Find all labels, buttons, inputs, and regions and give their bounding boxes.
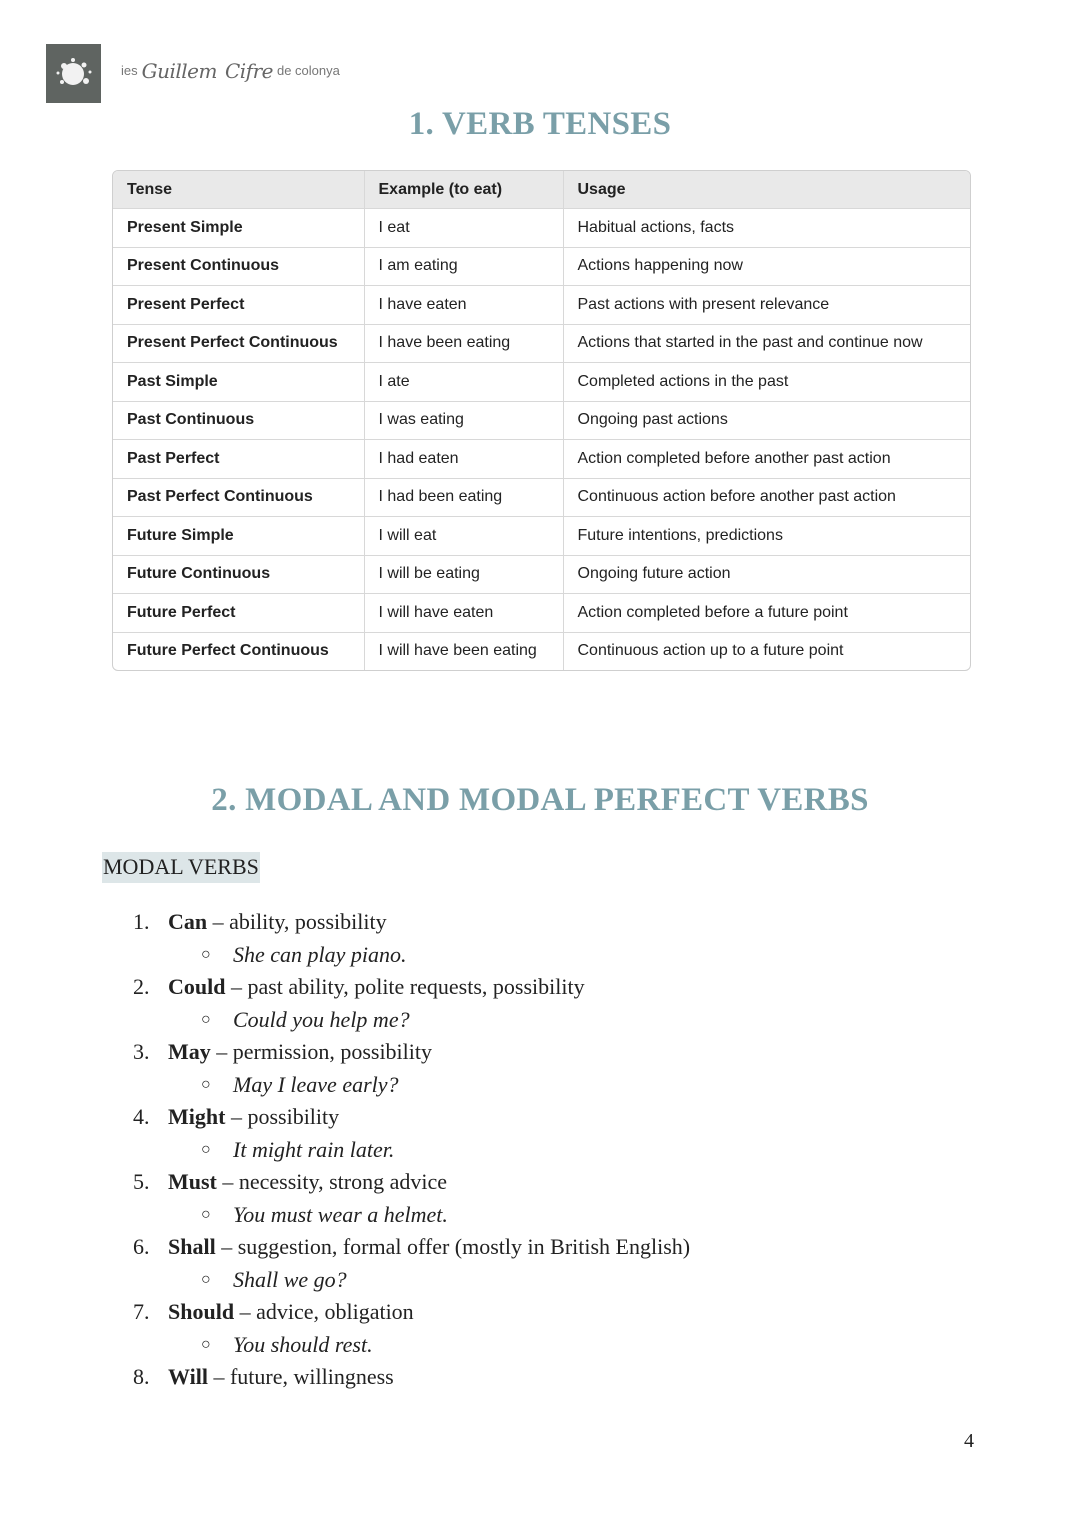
- circle-bullet-icon: ○: [201, 1335, 211, 1353]
- list-text: [168, 906, 387, 939]
- list-item: [133, 1166, 690, 1199]
- example-sentence-item: [133, 1199, 690, 1232]
- modal-meaning: – necessity, strong advice: [216, 1169, 448, 1194]
- modal-meaning: – advice, obligation: [234, 1299, 414, 1324]
- usage-cell: Habitual actions, facts: [563, 209, 970, 248]
- brand-surname-script: Cifre: [224, 58, 273, 83]
- list-item: [133, 1036, 690, 1069]
- list-text: [168, 1361, 394, 1394]
- example-sentence: You must wear a helmet.: [233, 1201, 448, 1227]
- table-row: [113, 363, 970, 402]
- example-sentence: It might rain later.: [233, 1136, 395, 1162]
- list-text: [168, 1231, 690, 1264]
- list-text: [168, 971, 585, 1004]
- header: [46, 44, 340, 103]
- list-number: 1.: [133, 909, 150, 934]
- tense-cell: Past Continuous: [113, 401, 364, 440]
- example-sentence: Shall we go?: [233, 1266, 347, 1292]
- usage-cell: Future intentions, predictions: [563, 517, 970, 556]
- list-number: 6.: [133, 1234, 150, 1259]
- ink-splash-icon: [46, 44, 101, 103]
- list-text: [168, 1296, 414, 1329]
- modal-meaning: – possibility: [225, 1104, 340, 1129]
- list-number: 3.: [133, 1039, 150, 1064]
- tense-cell: Present Continuous: [113, 247, 364, 286]
- usage-cell: Past actions with present relevance: [563, 286, 970, 325]
- example-sentence-item: [133, 1134, 690, 1167]
- circle-bullet-icon: ○: [201, 1205, 211, 1223]
- circle-bullet-icon: ○: [201, 1075, 211, 1093]
- example-cell: I will have been eating: [364, 632, 563, 670]
- modal-meaning: – permission, possibility: [210, 1039, 433, 1064]
- example-sentence: She can play piano.: [233, 941, 407, 967]
- example-sentence: Could you help me?: [233, 1006, 410, 1032]
- list-item: [133, 971, 690, 1004]
- circle-bullet-icon: ○: [201, 1270, 211, 1288]
- table-row: [113, 478, 970, 517]
- example-sentence: You should rest.: [233, 1331, 373, 1357]
- usage-cell: Actions happening now: [563, 247, 970, 286]
- list-number: 2.: [133, 974, 150, 999]
- example-cell: I ate: [364, 363, 563, 402]
- list-number: 7.: [133, 1299, 150, 1324]
- school-logo: [46, 44, 101, 103]
- table-row: [113, 555, 970, 594]
- example-sentence-item: [133, 1264, 690, 1297]
- table-row: [113, 594, 970, 633]
- tense-cell: Present Simple: [113, 209, 364, 248]
- tense-cell: Future Perfect: [113, 594, 364, 633]
- example-cell: I have eaten: [364, 286, 563, 325]
- page-number: 4: [964, 1430, 974, 1452]
- list-item: [133, 1101, 690, 1134]
- table-row: [113, 247, 970, 286]
- example-cell: I was eating: [364, 401, 563, 440]
- list-number: 5.: [133, 1169, 150, 1194]
- example-sentence-item: [133, 1329, 690, 1362]
- modal-verbs-list: [133, 906, 690, 1394]
- example-cell: I eat: [364, 209, 563, 248]
- table-header-row: [113, 171, 970, 209]
- usage-cell: Action completed before another past action: [563, 440, 970, 479]
- circle-bullet-icon: ○: [201, 1140, 211, 1158]
- usage-cell: Actions that started in the past and continue now: [563, 324, 970, 363]
- list-text: [168, 1101, 339, 1134]
- example-cell: I had eaten: [364, 440, 563, 479]
- table-row: [113, 440, 970, 479]
- example-cell: I have been eating: [364, 324, 563, 363]
- list-number: 8.: [133, 1364, 150, 1389]
- brand-prefix: ies: [121, 63, 138, 78]
- table-row: [113, 401, 970, 440]
- modal-meaning: – suggestion, formal offer (mostly in British English): [215, 1234, 691, 1259]
- table-row: [113, 632, 970, 670]
- modal-verb: Will: [168, 1364, 208, 1389]
- tense-cell: Future Perfect Continuous: [113, 632, 364, 670]
- example-sentence-item: [133, 1069, 690, 1102]
- example-cell: I am eating: [364, 247, 563, 286]
- list-text: [168, 1036, 432, 1069]
- brand-suffix: de colonya: [276, 63, 340, 78]
- list-item: [133, 1296, 690, 1329]
- column-header: Tense: [113, 171, 364, 209]
- modal-verb: Can: [168, 909, 208, 934]
- usage-cell: Continuous action up to a future point: [563, 632, 970, 670]
- table-row: [113, 517, 970, 556]
- list-text: [168, 1166, 447, 1199]
- modal-verb: Shall: [168, 1234, 216, 1259]
- tense-cell: Present Perfect: [113, 286, 364, 325]
- circle-bullet-icon: ○: [201, 945, 211, 963]
- tense-cell: Future Continuous: [113, 555, 364, 594]
- usage-cell: Ongoing past actions: [563, 401, 970, 440]
- table-row: [113, 286, 970, 325]
- section-title-verb-tenses: 1. VERB TENSES: [408, 106, 672, 142]
- example-cell: I will be eating: [364, 555, 563, 594]
- example-cell: I had been eating: [364, 478, 563, 517]
- circle-bullet-icon: ○: [201, 1010, 211, 1028]
- list-number: 4.: [133, 1104, 150, 1129]
- column-header: Example (to eat): [364, 171, 563, 209]
- modal-verb: Might: [168, 1104, 226, 1129]
- table-row: [113, 324, 970, 363]
- brand-name-script: Guillem: [141, 58, 217, 83]
- modal-meaning: – future, willingness: [207, 1364, 394, 1389]
- tense-cell: Past Simple: [113, 363, 364, 402]
- modal-meaning: – past ability, polite requests, possibility: [225, 974, 585, 999]
- list-item: [133, 1361, 690, 1394]
- usage-cell: Ongoing future action: [563, 555, 970, 594]
- modal-verb: Should: [168, 1299, 235, 1324]
- example-sentence: May I leave early?: [233, 1071, 399, 1097]
- modal-meaning: – ability, possibility: [207, 909, 387, 934]
- tense-cell: Past Perfect Continuous: [113, 478, 364, 517]
- modal-verb: Must: [168, 1169, 217, 1194]
- verb-tenses-table: [112, 170, 971, 671]
- school-name: [121, 59, 340, 83]
- example-cell: I will have eaten: [364, 594, 563, 633]
- tense-cell: Past Perfect: [113, 440, 364, 479]
- modal-verb: May: [168, 1039, 211, 1064]
- list-item: [133, 906, 690, 939]
- section-title-modal-verbs: 2. MODAL AND MODAL PERFECT VERBS: [211, 782, 869, 818]
- example-sentence-item: [133, 939, 690, 972]
- tense-cell: Future Simple: [113, 517, 364, 556]
- subheading-modal-verbs: MODAL VERBS: [102, 852, 260, 883]
- usage-cell: Continuous action before another past action: [563, 478, 970, 517]
- tense-cell: Present Perfect Continuous: [113, 324, 364, 363]
- list-item: [133, 1231, 690, 1264]
- column-header: Usage: [563, 171, 970, 209]
- example-sentence-item: [133, 1004, 690, 1037]
- modal-verb: Could: [168, 974, 226, 999]
- usage-cell: Action completed before a future point: [563, 594, 970, 633]
- usage-cell: Completed actions in the past: [563, 363, 970, 402]
- table-row: [113, 209, 970, 248]
- example-cell: I will eat: [364, 517, 563, 556]
